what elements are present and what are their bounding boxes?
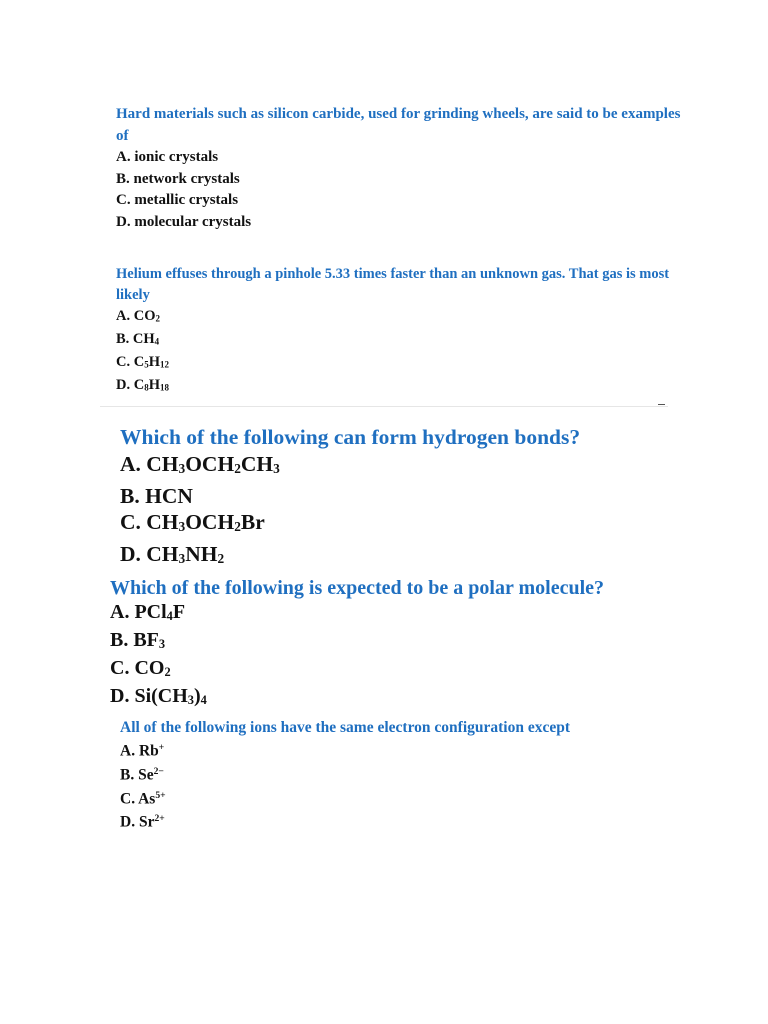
section-divider (100, 406, 668, 407)
option-c: C. $C_5H_{12}$ (116, 353, 169, 370)
question-stem: Which of the following can form hydrogen bonds? (120, 425, 581, 449)
option-d: D. $Sr^{2+}$ (120, 813, 165, 831)
option-d: D. molecular crystals (116, 213, 252, 230)
question-stem: Helium effuses through a pinhole 5.33 times faster than an unknown gas. That gas is most likely (116, 266, 670, 303)
question-stem: Which of the following is expected to be a polar molecule? (110, 577, 605, 599)
option-c: C. $CO_2$ (110, 657, 171, 680)
question-stem: All of the following ions have the same electron configuration except (120, 719, 571, 736)
option-c: C. metallic crystals (116, 192, 239, 209)
question-2 (116, 264, 681, 398)
option-b: B. HCN (120, 483, 193, 508)
question-4 (110, 576, 690, 712)
option-b: B. $BF_3$ (110, 629, 166, 652)
option-a: A. Rb+ (120, 742, 165, 760)
option-b: B. network crystals (116, 170, 240, 187)
divider-tick-mark (658, 404, 665, 405)
question-5 (120, 718, 690, 833)
option-b: B. $CH_4$ (116, 330, 160, 347)
option-c: C. $CH_3OCH_2Br$ (120, 510, 265, 535)
question-1 (116, 104, 681, 234)
option-c: C. $As^{5+}$ (120, 789, 166, 808)
question-stem: Hard materials such as silicon carbide, used for grinding wheels, are said to be examples of (116, 106, 681, 144)
option-a: A. $CO_2$ (116, 307, 160, 324)
question-3 (120, 424, 680, 573)
option-d: D. $Si(CH_3)_4$ (110, 685, 207, 708)
option-a: A. PCl$_4$F (110, 601, 186, 624)
option-a: A. ionic crystals (116, 149, 219, 166)
option-d: D. $CH_3NH_2$ (120, 542, 225, 567)
option-d: D. $C_8H_{18}$ (116, 377, 169, 394)
option-a: A. $CH_3OCH_2CH_3$ (120, 451, 280, 476)
option-b: B. $Se^{2-}$ (120, 766, 164, 784)
